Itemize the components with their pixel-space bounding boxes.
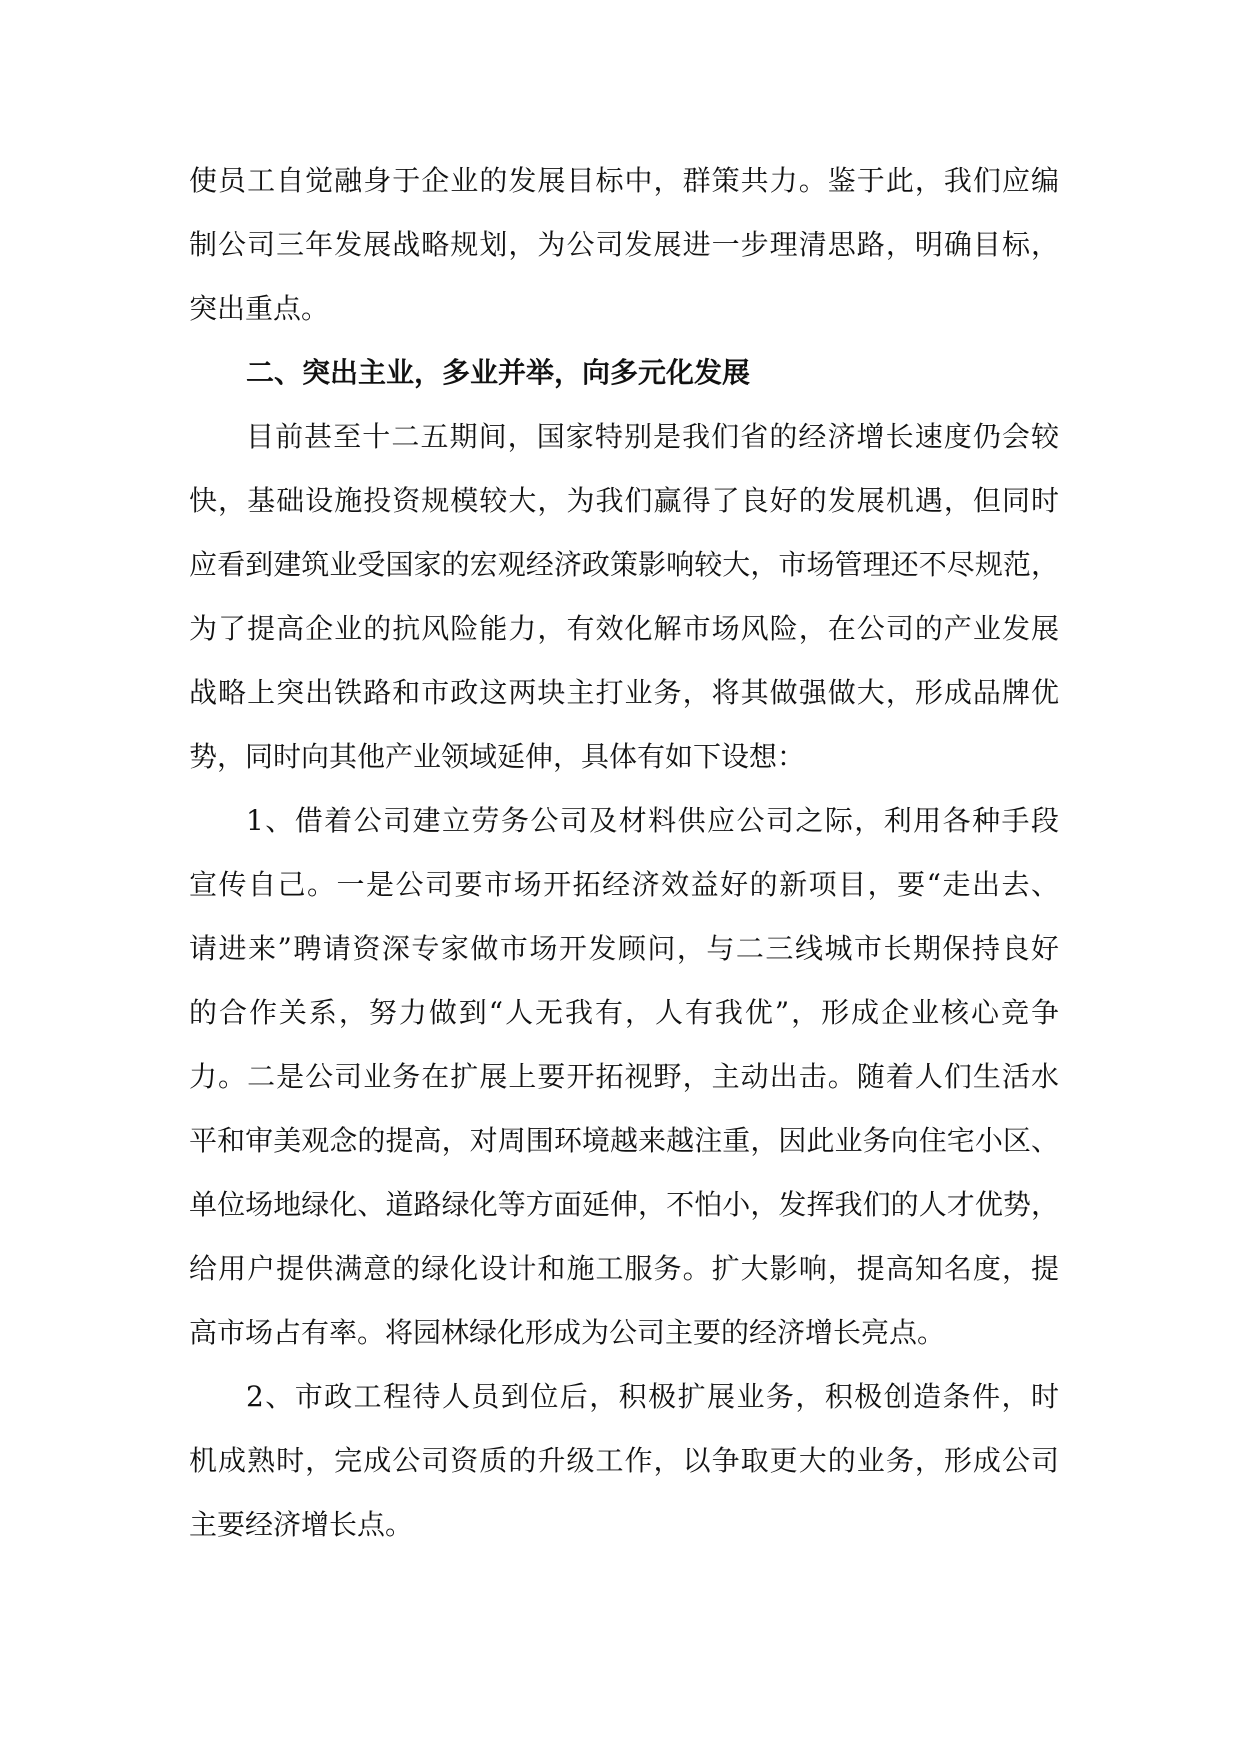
text-line: 给用户提供满意的绿化设计和施工服务。扩大影响，提高知名度，提 bbox=[189, 1252, 1059, 1285]
text-line: 制公司三年发展战略规划，为公司发展进一步理清思路，明确目标， bbox=[189, 228, 1059, 261]
text-line: 使员工自觉融身于企业的发展目标中，群策共力。鉴于此，我们应编 bbox=[189, 164, 1059, 197]
section-heading bbox=[189, 354, 1059, 392]
text-line: 为了提高企业的抗风险能力，有效化解市场风险，在公司的产业发展 bbox=[189, 612, 1059, 645]
paragraph bbox=[189, 1378, 1059, 1544]
text-line: 快，基础设施投资规模较大，为我们赢得了良好的发展机遇，但同时 bbox=[189, 484, 1059, 517]
text-line: 应看到建筑业受国家的宏观经济政策影响较大，市场管理还不尽规范， bbox=[189, 548, 1059, 581]
text-line: 平和审美观念的提高，对周围环境越来越注重，因此业务向住宅小区、 bbox=[189, 1124, 1059, 1157]
text-line: 高市场占有率。将园林绿化形成为公司主要的经济增长亮点。 bbox=[189, 1316, 946, 1349]
text-line: 机成熟时，完成公司资质的升级工作，以争取更大的业务，形成公司 bbox=[189, 1444, 1059, 1477]
paragraph bbox=[189, 802, 1059, 1352]
text-line: 战略上突出铁路和市政这两块主打业务，将其做强做大，形成品牌优 bbox=[189, 676, 1059, 709]
text-line: 请进来”聘请资深专家做市场开发顾问，与二三线城市长期保持良好 bbox=[189, 932, 1059, 965]
paragraph-continuation bbox=[189, 162, 1059, 328]
text-line: 单位场地绿化、道路绿化等方面延伸，不怕小，发挥我们的人才优势， bbox=[189, 1188, 1059, 1221]
text-line: 1、借着公司建立劳务公司及材料供应公司之际，利用各种手段 bbox=[246, 804, 1059, 837]
paragraph bbox=[189, 418, 1059, 776]
document-body bbox=[189, 162, 1059, 1570]
text-line: 2、市政工程待人员到位后，积极扩展业务，积极创造条件，时 bbox=[246, 1380, 1059, 1413]
text-line: 的合作关系，努力做到“人无我有，人有我优”，形成企业核心竞争 bbox=[189, 996, 1059, 1029]
text-line: 主要经济增长点。 bbox=[189, 1508, 414, 1541]
text-line: 势，同时向其他产业领域延伸，具体有如下设想： bbox=[189, 740, 806, 773]
text-line: 目前甚至十二五期间，国家特别是我们省的经济增长速度仍会较 bbox=[246, 420, 1059, 453]
text-line: 突出重点。 bbox=[189, 292, 330, 325]
text-line: 力。二是公司业务在扩展上要开拓视野，主动出击。随着人们生活水 bbox=[189, 1060, 1059, 1093]
text-line: 宣传自己。一是公司要市场开拓经济效益好的新项目，要“走出去、 bbox=[189, 868, 1059, 901]
section-heading-text: 二、突出主业，多业并举，向多元化发展 bbox=[246, 356, 751, 389]
